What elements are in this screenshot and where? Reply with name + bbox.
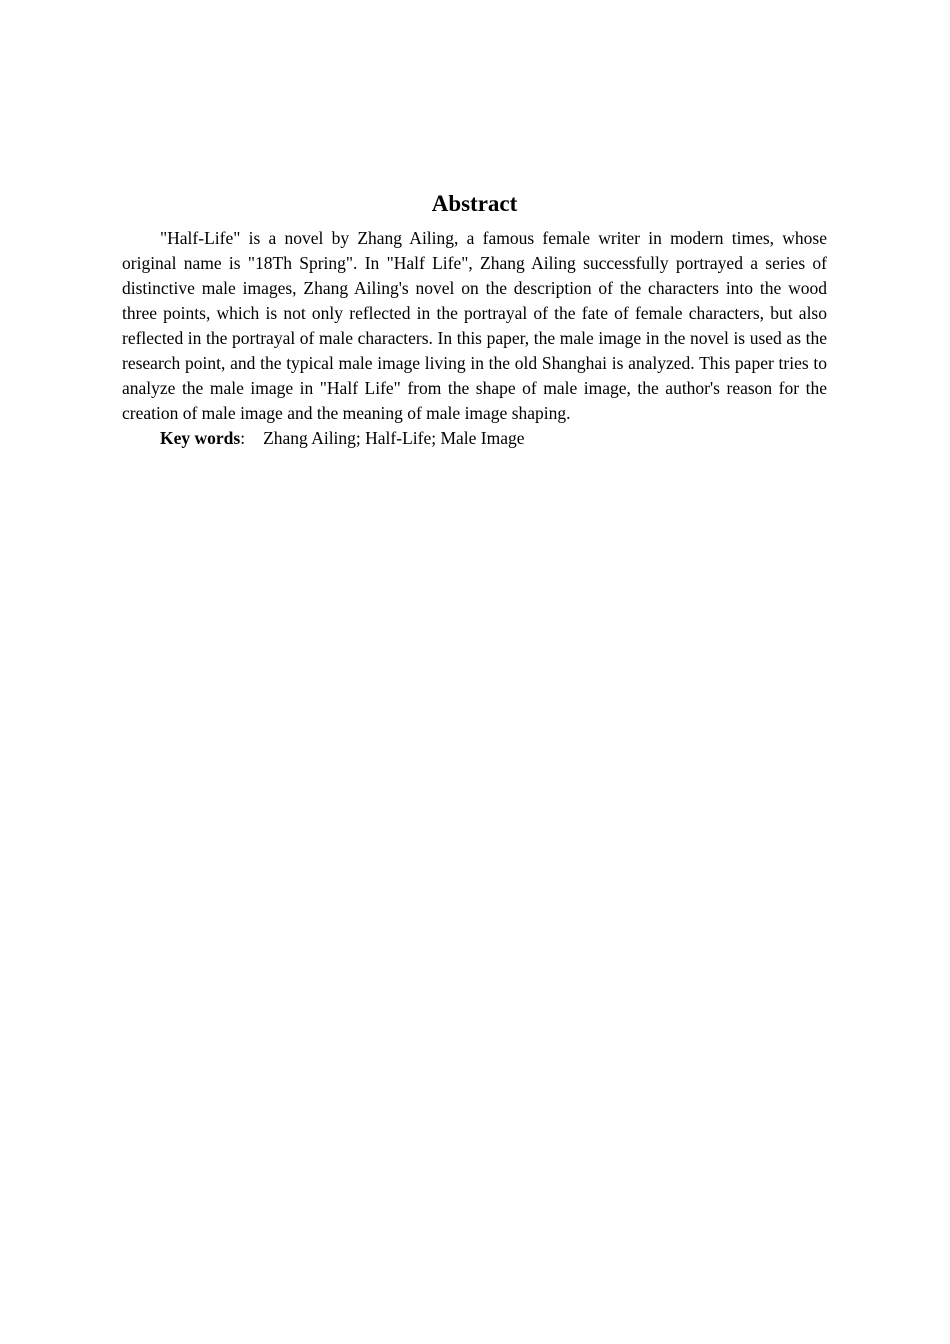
keywords-label: Key words	[160, 428, 241, 448]
abstract-paragraph: "Half-Life" is a novel by Zhang Ailing, a famous female writer in modern times, whose original name is "18Th Spring". In "Half Life", Zhang Ailing successfully portrayed a series of distinctive male images, Zhang Ailing's novel on the description of the characters into the wood three points, which is not only reflected in the portrayal of the fate of female characters, but also reflected in the portrayal of male characters. In this paper, the male image in the novel is used as the research point, and the typical male image living in the old Shanghai is analyzed. This paper tries to analyze the male image in "Half Life" from the shape of male image, the author's reason for the creation of male image and the meaning of male image shaping.	[122, 228, 827, 423]
abstract-title: Abstract	[431, 191, 518, 216]
keywords-colon: :	[240, 428, 246, 448]
abstract-section	[122, 188, 827, 451]
keywords-line	[122, 426, 827, 451]
keywords-value: Zhang Ailing; Half-Life; Male Image	[263, 428, 525, 448]
